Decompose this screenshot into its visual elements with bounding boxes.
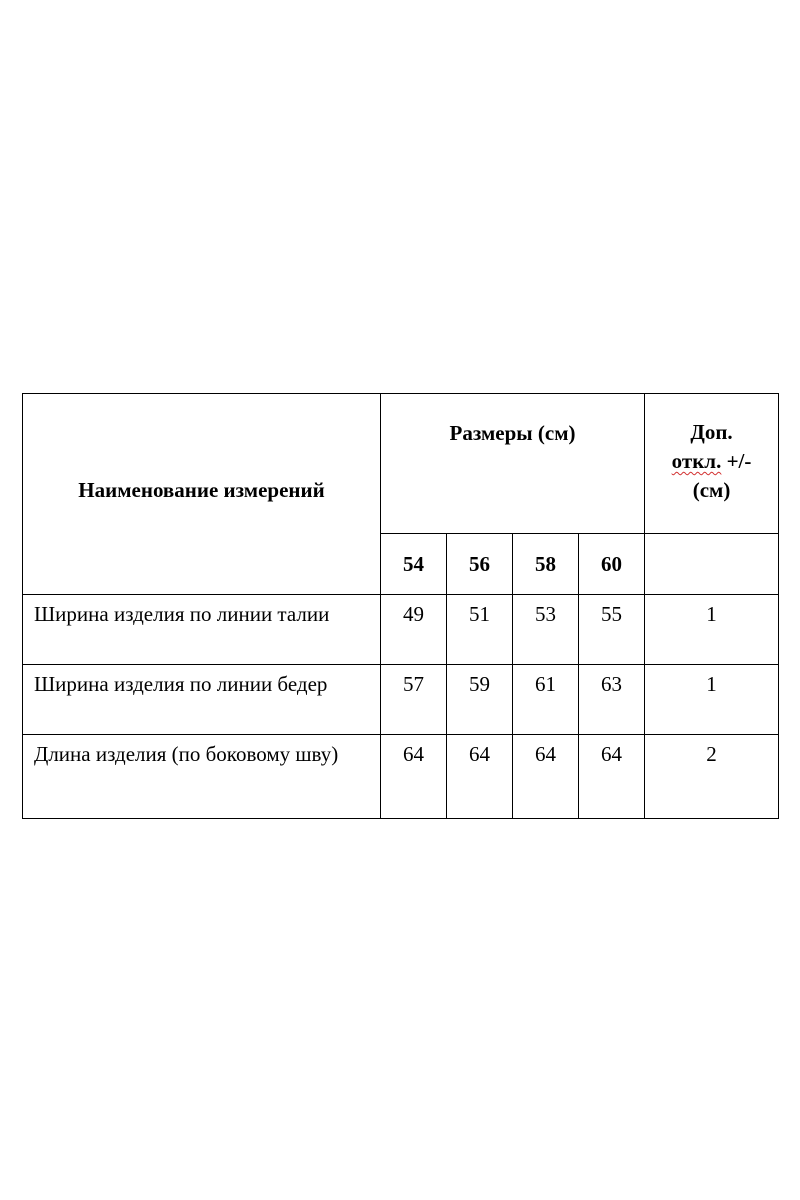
row-value: 51: [447, 595, 513, 665]
size-60: 60: [579, 534, 645, 595]
sizes-header: Размеры (см): [381, 394, 645, 534]
row-value: 53: [513, 595, 579, 665]
row-value: 55: [579, 595, 645, 665]
tolerance-header-line2: [645, 443, 778, 479]
row-value: 49: [381, 595, 447, 665]
row-value: 57: [381, 665, 447, 735]
row-value: 61: [513, 665, 579, 735]
row-label: Ширина изделия по линии талии: [23, 595, 381, 665]
size-table: [22, 393, 779, 819]
tolerance-header-line3: (см): [692, 478, 731, 502]
measurement-name-header: Наименование измерений: [23, 394, 381, 595]
spellcheck-word: откл.: [671, 449, 722, 473]
table-row: [23, 735, 779, 819]
size-58: 58: [513, 534, 579, 595]
row-tolerance: 2: [645, 735, 779, 819]
row-value: 63: [579, 665, 645, 735]
row-value: 64: [381, 735, 447, 819]
tolerance-header-line1: Доп.: [690, 420, 733, 444]
header-row: [23, 394, 779, 534]
row-value: 64: [513, 735, 579, 819]
row-label: Длина изделия (по боковому шву): [23, 735, 381, 819]
size-56: 56: [447, 534, 513, 595]
size-54: 54: [381, 534, 447, 595]
row-value: 59: [447, 665, 513, 735]
table-row: [23, 665, 779, 735]
table-row: [23, 595, 779, 665]
row-label: Ширина изделия по линии бедер: [23, 665, 381, 735]
row-value: 64: [579, 735, 645, 819]
row-value: 64: [447, 735, 513, 819]
tolerance-empty-cell: [645, 534, 779, 595]
row-tolerance: 1: [645, 595, 779, 665]
tolerance-header: [645, 394, 779, 534]
row-tolerance: 1: [645, 665, 779, 735]
tolerance-plus-minus: +/-: [721, 449, 752, 473]
